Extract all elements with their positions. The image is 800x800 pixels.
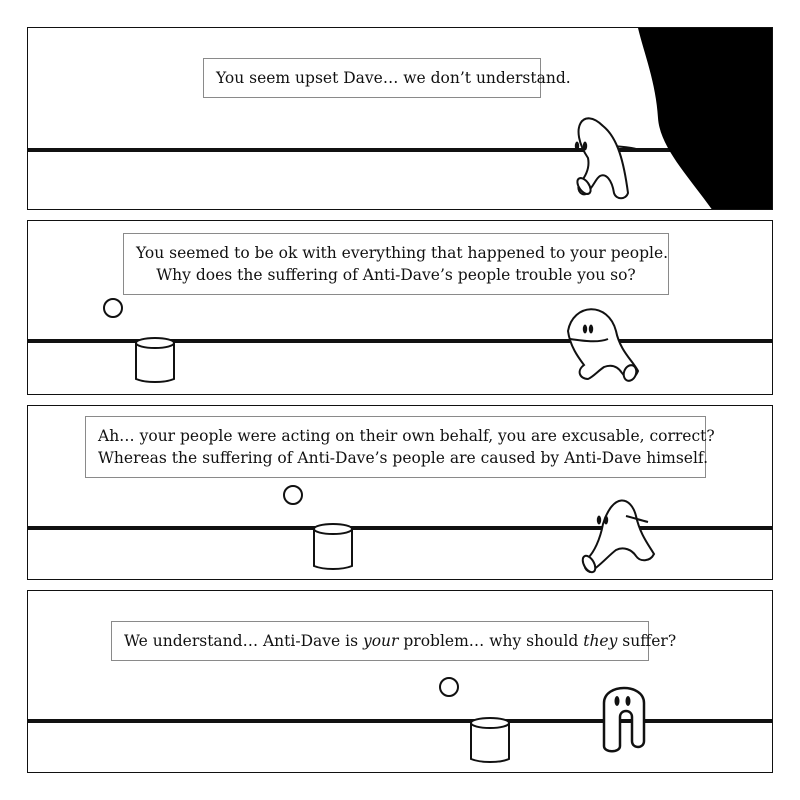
cup-object	[471, 718, 509, 762]
cup-object	[136, 338, 174, 382]
comic-panel-3	[27, 405, 773, 580]
caption-line	[124, 630, 677, 652]
caption-text-3: suffer?	[617, 632, 677, 650]
caption-text-1: We understand… Anti-Dave is	[124, 632, 363, 650]
caption-emphasis-they: they	[583, 632, 618, 650]
caption-box	[123, 233, 669, 295]
comic-panel-4	[27, 590, 773, 773]
caption-box	[85, 416, 715, 478]
caption-line: You seem upset Dave… we don’t understand.	[216, 69, 571, 87]
caption-emphasis-your: your	[362, 632, 399, 650]
caption-text-2: problem… why should	[398, 632, 584, 650]
floating-ball	[440, 678, 458, 696]
cup-object	[314, 524, 352, 569]
ghost-figure	[568, 309, 638, 382]
floating-ball	[104, 299, 122, 317]
caption-line-1: You seemed to be ok with everything that happened to your people.	[136, 244, 669, 262]
caption-line-2: Why does the suffering of Anti-Dave’s people trouble you so?	[156, 266, 636, 284]
floating-ball	[284, 486, 302, 504]
panel-1-scene	[28, 28, 773, 210]
caption-line-1: Ah… your people were acting on their own behalf, you are excusable, correct?	[98, 427, 715, 445]
ghost-figure	[575, 118, 640, 198]
caption-line-2: Whereas the suffering of Anti-Dave’s people are caused by Anti-Dave himself.	[98, 449, 709, 467]
dark-curtain-shape	[638, 28, 773, 210]
comic-panel-1	[27, 27, 773, 210]
comic-panel-2	[27, 220, 773, 395]
caption-box	[203, 58, 571, 98]
panel-4-scene	[28, 591, 773, 773]
caption-box	[111, 621, 677, 661]
ghost-figure	[580, 500, 654, 574]
